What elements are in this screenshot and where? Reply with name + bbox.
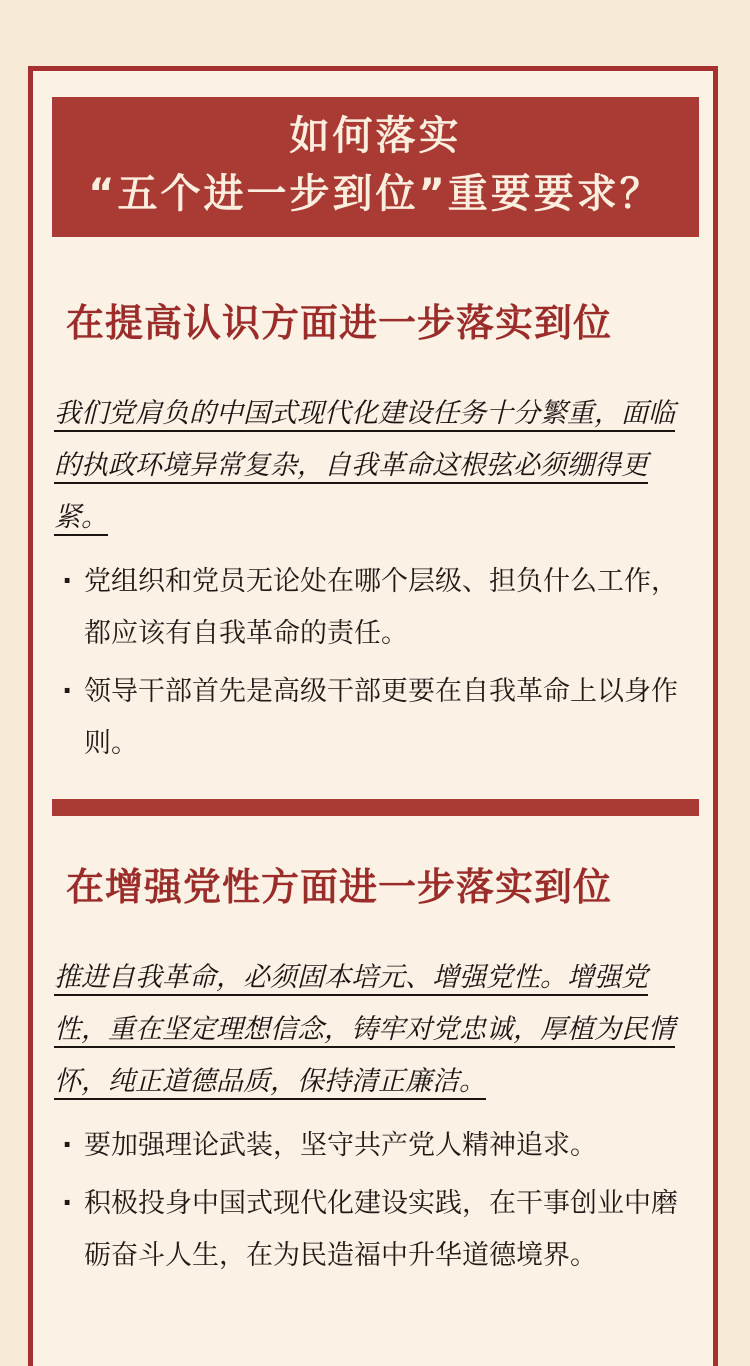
section-lead-party-spirit xyxy=(54,952,698,1108)
bullet-text: 要加强理论武装，坚守共产党人精神追求。 xyxy=(84,1130,597,1161)
lead-text: 我们党肩负的中国式现代化建设任务十分繁重，面临的执政环境异常复杂，自我革命这根弦必须绷得更紧。 xyxy=(54,398,675,533)
title-banner xyxy=(52,97,699,237)
section-heading-party-spirit: 在增强党性方面进一步落实到位 xyxy=(66,864,613,909)
list-item xyxy=(60,666,700,770)
bullet-marker: · xyxy=(62,1130,73,1161)
bullet-list-understanding xyxy=(60,556,700,776)
title-line-2: “五个进一步到位”重要要求？ xyxy=(88,171,663,217)
section-divider xyxy=(52,799,699,816)
bullet-text: 党组织和党员无论处在哪个层级、担负什么工作，都应该有自我革命的责任。 xyxy=(84,566,678,649)
lead-text: 推进自我革命，必须固本培元、增强党性。增强党性，重在坚定理想信念，铸牢对党忠诚，厚植为民情怀，纯正道德品质，保持清正廉洁。 xyxy=(54,962,675,1097)
bullet-text: 积极投身中国式现代化建设实践，在干事创业中磨砺奋斗人生，在为民造福中升华道德境界。 xyxy=(84,1188,678,1271)
list-item xyxy=(60,556,700,660)
list-item xyxy=(60,1178,700,1282)
list-item xyxy=(60,1120,700,1172)
bullet-text: 领导干部首先是高级干部更要在自我革命上以身作则。 xyxy=(84,676,678,759)
bullet-list-party-spirit xyxy=(60,1120,700,1288)
section-heading-understanding: 在提高认识方面进一步落实到位 xyxy=(66,300,613,345)
title-line-1: 如何落实 xyxy=(289,113,462,159)
section-lead-understanding xyxy=(54,388,698,544)
bullet-marker: · xyxy=(62,1188,73,1219)
bullet-marker: · xyxy=(62,676,73,707)
bullet-marker: · xyxy=(62,566,73,597)
